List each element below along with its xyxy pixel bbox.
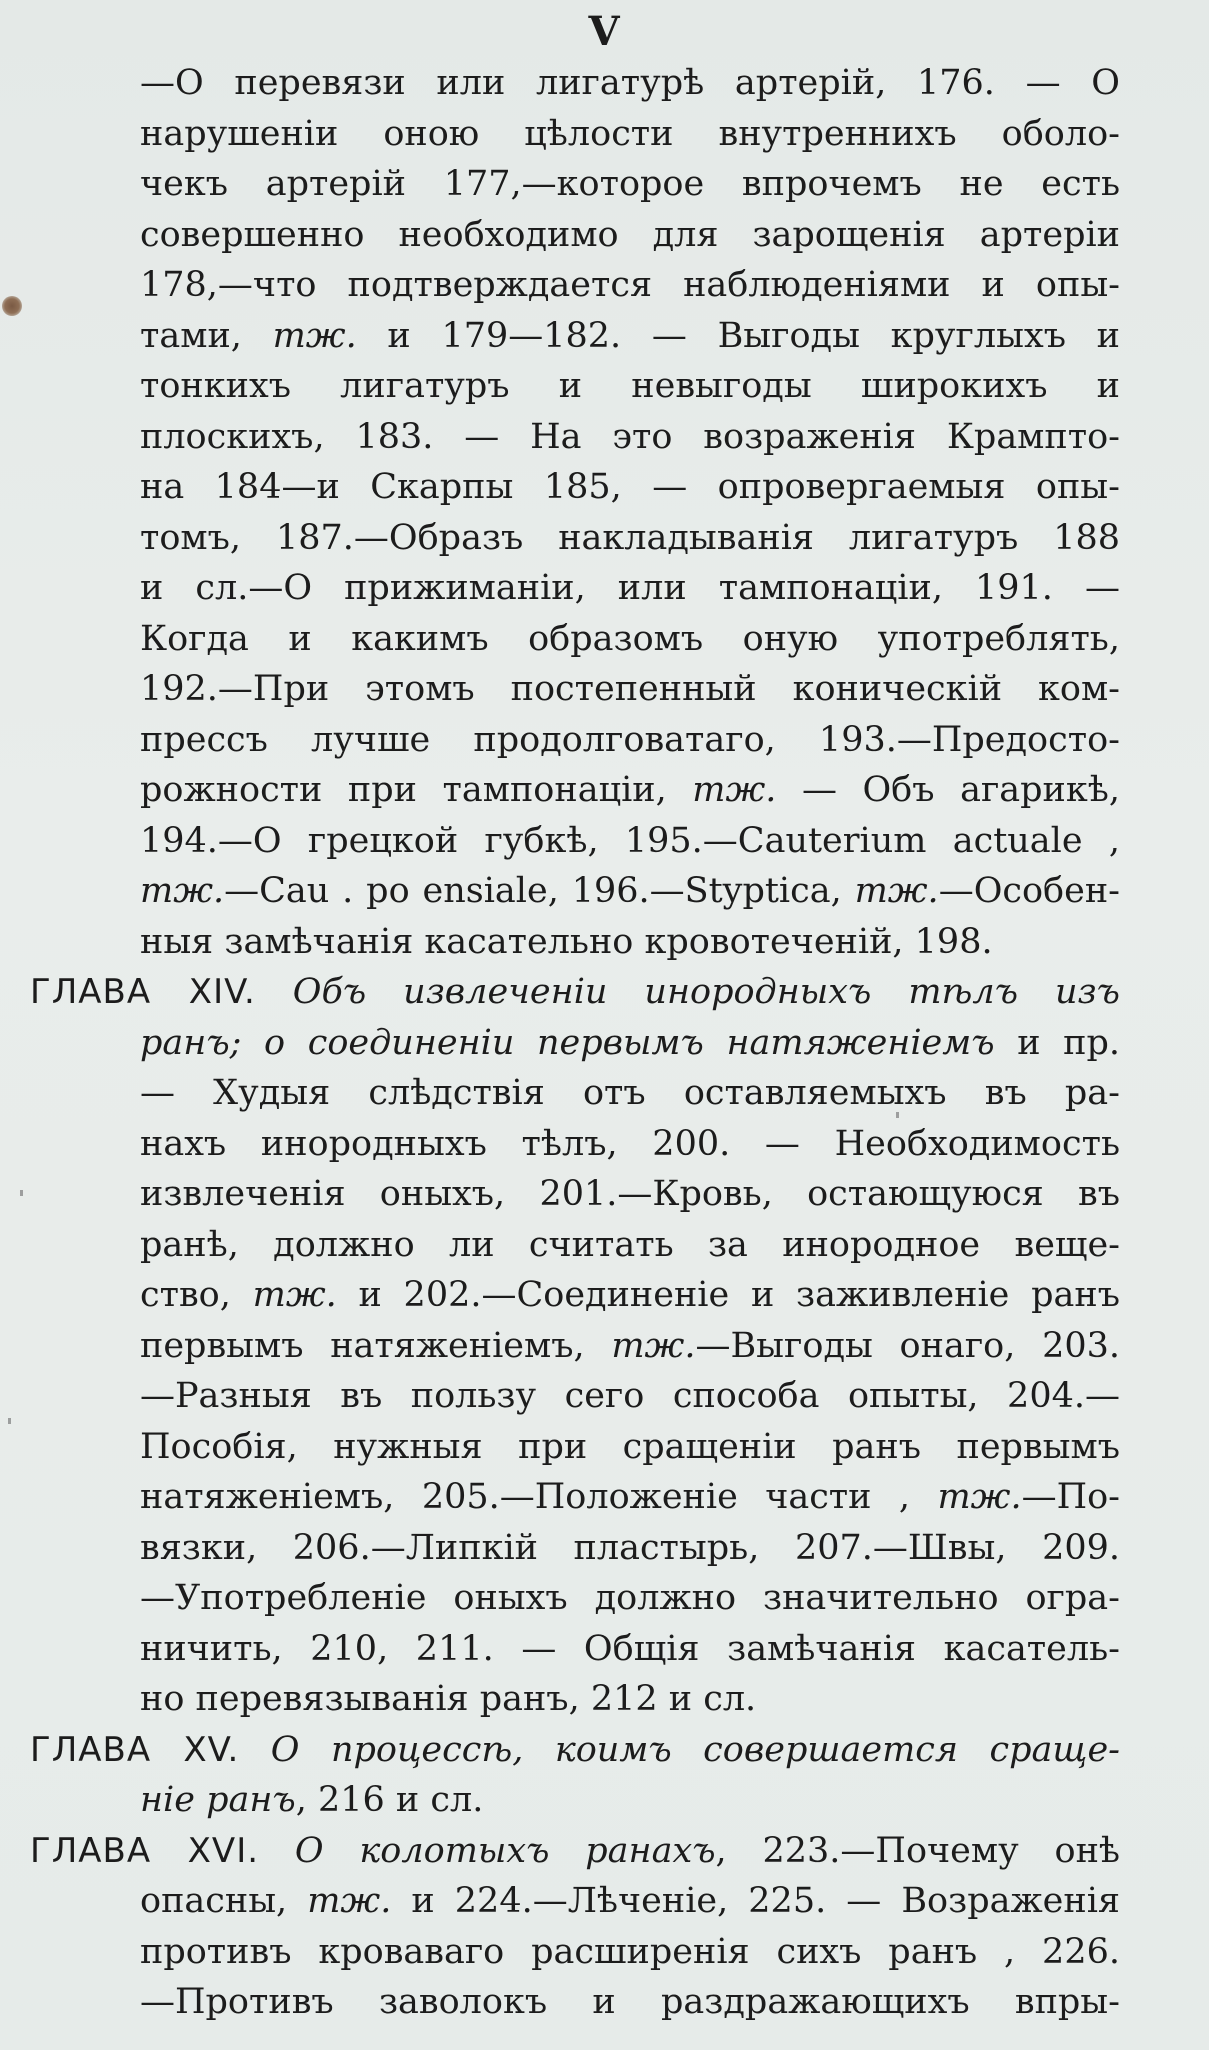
- text-run: тонкихъ лигатуръ и невыгоды широкихъ и: [140, 366, 1120, 406]
- text-run: опасны,: [140, 1881, 308, 1921]
- chapter-label: ГЛАВА XIV.: [30, 972, 256, 1012]
- chapter-label: ГЛАВА XVI.: [30, 1830, 260, 1871]
- text-line: [140, 1119, 1120, 1169]
- text-line: [140, 1371, 1120, 1421]
- text-run: ранѣ, должно ли считать за инородное веще-: [140, 1224, 1120, 1265]
- text-run: —Выгоды онаго, 203.: [695, 1325, 1120, 1366]
- paper-speck: [20, 1190, 23, 1196]
- text-line: [140, 1422, 1120, 1472]
- text-line: [140, 58, 1120, 108]
- text-line: [140, 1876, 1120, 1926]
- text-line: [140, 816, 1120, 866]
- text-line: [140, 311, 1120, 361]
- text-line: [140, 412, 1120, 462]
- text-run: —Противъ заволокъ и раздражающихъ впры-: [140, 1982, 1120, 2022]
- text-line: [140, 1169, 1120, 1219]
- text-run: и 224.—Лѣченіе, 225. — Возраженія: [391, 1881, 1120, 1921]
- chapter-heading-line: [30, 1826, 1120, 1876]
- text-line: [140, 1927, 1120, 1977]
- text-line: [140, 715, 1120, 765]
- text-run: 178,—что подтверждается наблюденіями и опы-: [140, 265, 1120, 305]
- italic-text: О колотыхъ ранахъ: [294, 1830, 716, 1871]
- text-run: чекъ артерій 177,—которое впрочемъ не есть: [140, 164, 1120, 204]
- text-run: совершенно необходимо для зарощенія артеріи: [140, 214, 1120, 255]
- text-run: прессъ лучше продолговатаго, 193.—Предосто-: [140, 719, 1120, 760]
- text-run: Когда и какимъ образомъ оную употреблять,: [140, 618, 1120, 659]
- text-run: —О перевязи или лигатурѣ артерій, 176. — О: [140, 63, 1120, 103]
- italic-text: ранъ; о соединеніи первымъ натяженіемъ: [140, 1022, 995, 1063]
- italic-text: О процессѣ, коимъ совершается сраще-: [270, 1729, 1120, 1770]
- text-line: [140, 765, 1120, 815]
- text-line: [140, 260, 1120, 310]
- text-run: плоскихъ, 183. — На это возраженія Крампто-: [140, 416, 1120, 457]
- ink-stain: [2, 296, 22, 316]
- italic-text: тж.: [611, 1325, 696, 1366]
- chapter-heading-line: [30, 1725, 1120, 1775]
- text-run: Пособія, нужныя при сращеніи ранъ первымъ: [140, 1426, 1120, 1467]
- text-line: [140, 1270, 1120, 1320]
- text-run: —Разныя въ пользу сего способа опыты, 204.—: [140, 1376, 1120, 1416]
- text-line: [140, 109, 1120, 159]
- text-run: —Употребленіе оныхъ должно значительно огра-: [140, 1578, 1120, 1618]
- italic-text: тж.: [692, 770, 777, 810]
- text-run: вязки, 206.—Липкій пластырь, 207.—Швы, 209.: [140, 1527, 1120, 1568]
- text-run: 192.—При этомъ постепенный коническій ком-: [140, 669, 1120, 709]
- text-line: [140, 1775, 1120, 1825]
- text-run: [239, 1730, 271, 1770]
- text-run: и пр.: [994, 1022, 1120, 1063]
- text-line: [140, 917, 1120, 967]
- text-line: [140, 1321, 1120, 1371]
- text-line: [140, 210, 1120, 260]
- text-run: и сл.—О прижиманіи, или тампонаціи, 191. —: [140, 568, 1120, 608]
- text-run: ничить, 210, 211. — Общія замѣчанія касатель-: [140, 1628, 1120, 1669]
- text-run: но перевязыванія ранъ, 212 и сл.: [140, 1679, 757, 1719]
- text-run: извлеченія оныхъ, 201.—Кровь, остающуюся въ: [140, 1174, 1120, 1214]
- text-line: [140, 1523, 1120, 1573]
- text-run: и 202.—Соединеніе и заживленіе ранъ: [336, 1275, 1120, 1315]
- text-run: —Cau . po ensiale, 196.—Styptica,: [224, 871, 855, 911]
- text-line: [140, 664, 1120, 714]
- text-line: [140, 1472, 1120, 1522]
- text-line: [140, 1220, 1120, 1270]
- text-run: — Худыя слѣдствія отъ оставляемыхъ въ ра-: [140, 1073, 1120, 1113]
- text-run: — Объ агарикѣ,: [776, 770, 1120, 810]
- italic-text: ніе ранъ: [140, 1780, 296, 1820]
- text-run: рожности при тампонаціи,: [140, 770, 693, 810]
- italic-text: тж.: [252, 1275, 337, 1315]
- text-run: —По-: [1021, 1477, 1120, 1517]
- text-run: 194.—О грецкой губкѣ, 195.—Cauterium actuale ,: [140, 820, 1120, 861]
- italic-text: тж.: [307, 1881, 392, 1921]
- text-run: противъ кроваваго расширенія сихъ ранъ , 226.: [140, 1931, 1120, 1972]
- text-line: [140, 159, 1120, 209]
- text-run: нахъ инородныхъ тѣлъ, 200. — Необходимость: [140, 1123, 1120, 1164]
- text-line: [140, 563, 1120, 613]
- text-run: , 216 и сл.: [295, 1780, 484, 1820]
- chapter-label: ГЛАВА XV.: [30, 1729, 240, 1770]
- text-line: [140, 614, 1120, 664]
- text-run: , 223.—Почему онѣ: [715, 1830, 1120, 1871]
- italic-text: тж.: [272, 315, 357, 356]
- text-line: [140, 361, 1120, 411]
- text-run: и 179—182. — Выгоды круглыхъ и: [356, 315, 1120, 356]
- text-line: [140, 1068, 1120, 1118]
- text-run: ство,: [140, 1275, 253, 1315]
- text-run: нарушеніи оною цѣлости внутреннихъ оболо-: [140, 113, 1120, 154]
- text-run: тами,: [140, 315, 273, 356]
- text-run: —Особен-: [938, 871, 1120, 911]
- text-line: [140, 1573, 1120, 1623]
- paper-speck: [8, 1418, 11, 1424]
- text-line: [140, 866, 1120, 916]
- text-line: [140, 513, 1120, 563]
- text-run: ныя замѣчанія касательно кровотеченій, 198.: [140, 921, 993, 962]
- italic-text: тж.: [854, 871, 939, 911]
- text-run: томъ, 187.—Образъ накладыванія лигатуръ 188: [140, 517, 1120, 558]
- text-line: [140, 462, 1120, 512]
- text-run: [256, 972, 293, 1012]
- chapter-heading-line: [30, 967, 1120, 1017]
- text-line: [140, 1018, 1120, 1068]
- text-run: [259, 1831, 295, 1871]
- text-line: [140, 1674, 1120, 1724]
- page-number: V: [588, 8, 621, 55]
- text-line: [140, 1977, 1120, 2027]
- text-run: на 184—и Скарпы 185, — опровергаемыя опы-: [140, 467, 1120, 507]
- text-line: [140, 1624, 1120, 1674]
- text-run: первымъ натяженіемъ,: [140, 1325, 612, 1366]
- italic-text: тж.: [140, 871, 225, 911]
- text-run: натяженіемъ, 205.—Положеніе части ,: [140, 1477, 938, 1517]
- italic-text: тж.: [937, 1477, 1022, 1517]
- italic-text: Объ извлеченіи инородныхъ тѣлъ изъ: [292, 972, 1120, 1012]
